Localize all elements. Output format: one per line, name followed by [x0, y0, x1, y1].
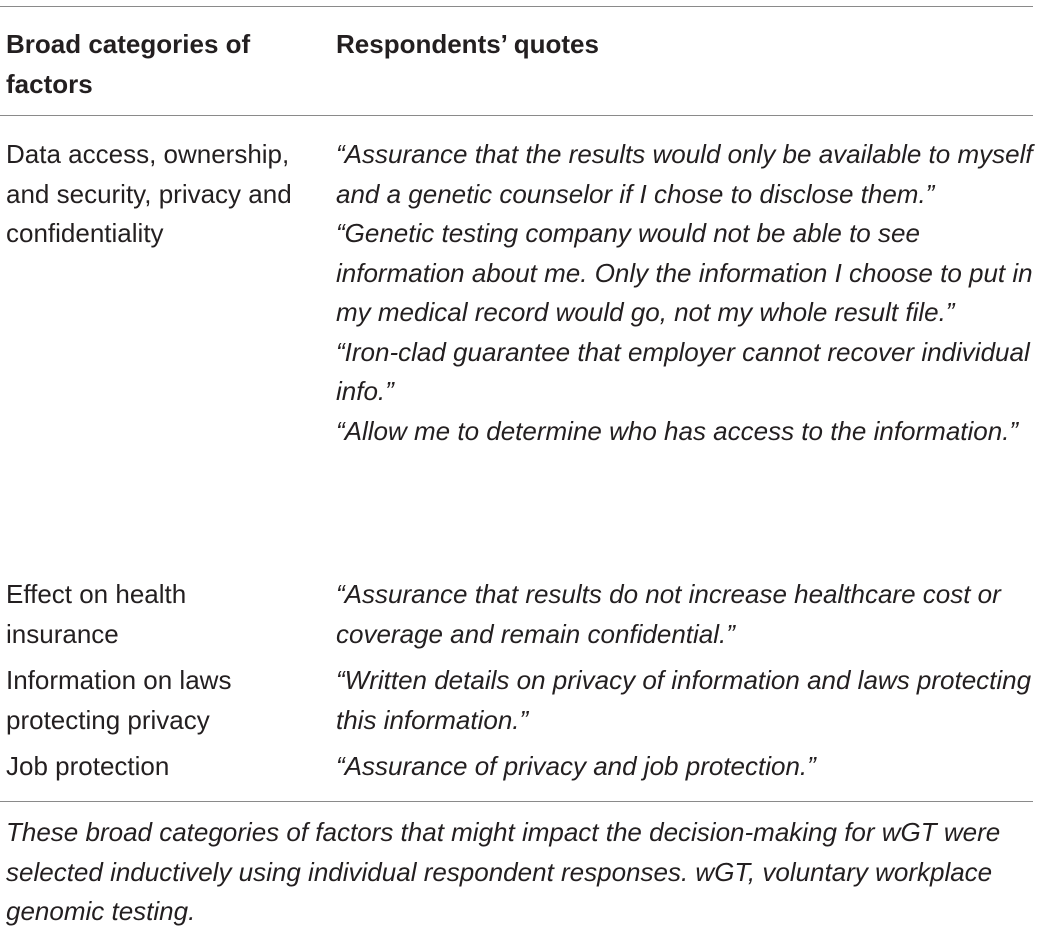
row-quotes — [336, 661, 1036, 740]
row-quotes — [336, 135, 1036, 451]
header-category: Broad categories of factors — [6, 29, 251, 99]
quote: “Assurance that results do not increase healthcare cost or coverage and remain confidential.” — [336, 579, 1001, 649]
table-header-rule — [0, 115, 1033, 116]
quote: “Assurance of privacy and job protection.” — [336, 751, 816, 781]
quote: “Assurance that the results would only be available to myself and a genetic counselor if I chose to disclose them.” — [336, 139, 1033, 209]
row-category: Job protection — [6, 751, 170, 781]
row-category: Information on laws protecting privacy — [6, 665, 232, 735]
table-top-rule — [0, 6, 1033, 7]
quote: “Iron-clad guarantee that employer cannot recover individual info.” — [336, 336, 1030, 406]
row-category: Data access, ownership, and security, privacy and confidentiality — [6, 139, 292, 248]
row-category: Effect on health insurance — [6, 579, 187, 649]
row-quotes — [336, 575, 1036, 654]
header-quotes: Respondents’ quotes — [336, 29, 599, 59]
table-footnote: These broad categories of factors that might impact the decision-making for wGT were selected inductively using individual respondent responses. wGT, voluntary workplace genomic testing. — [6, 817, 1001, 926]
row-quotes — [336, 747, 1036, 787]
quote: “Allow me to determine who has access to the information.” — [336, 415, 1019, 446]
quote: “Genetic testing company would not be able to see information about me. Only the information I choose to put in my medical record would go, not my whole result file.” — [336, 218, 1033, 327]
table-bottom-rule — [0, 801, 1033, 802]
quote: “Written details on privacy of information and laws protecting this information.” — [336, 665, 1032, 735]
